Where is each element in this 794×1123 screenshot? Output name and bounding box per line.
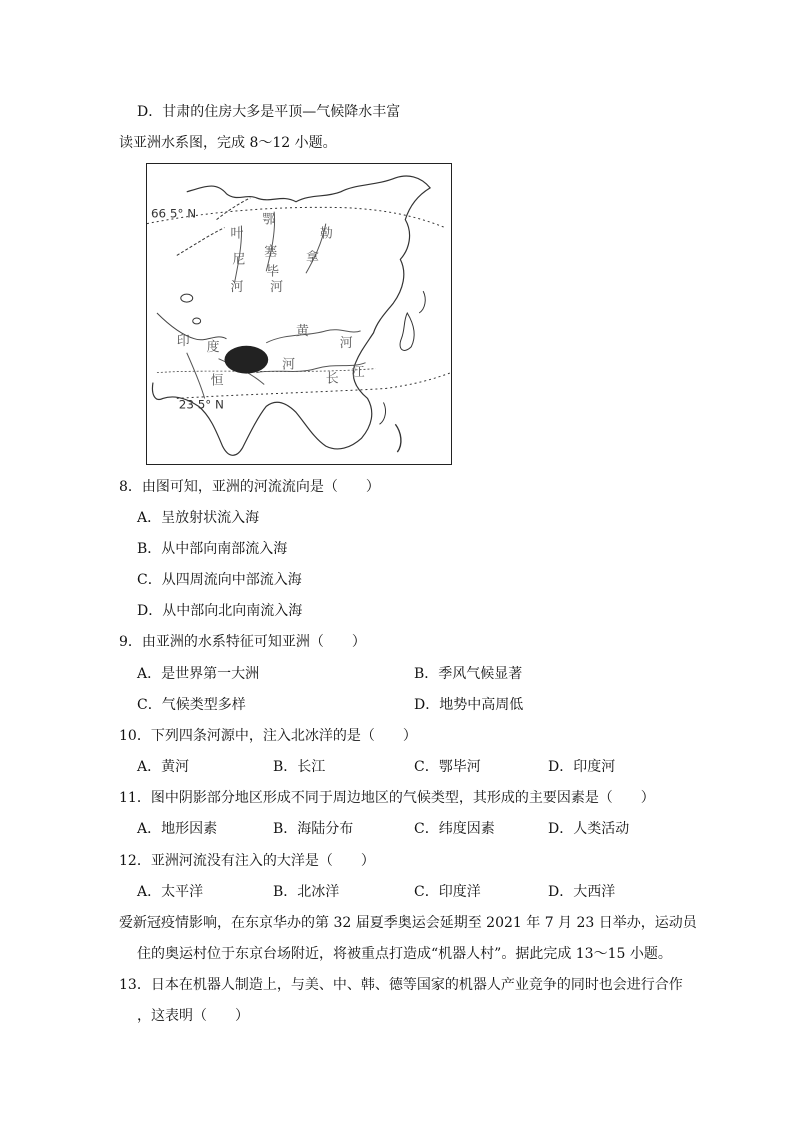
plateau-shaded-area — [224, 346, 268, 374]
q11-option-a: A．地形因素 — [137, 821, 218, 837]
q8-option-a: A．呈放射状流入海 — [137, 510, 260, 526]
river-char: 尼 — [232, 252, 246, 268]
passage-line-2: 住的奥运村位于东京台场附近，将被重点打造成“机器人村”。据此完成 13～15 小题。 — [137, 946, 672, 962]
q10-option-a: A．黄河 — [137, 759, 190, 775]
q12-option-d: D．大西洋 — [548, 884, 616, 900]
q12-option-c: C．印度洋 — [414, 884, 481, 900]
q9-option-b: B．季风气候显著 — [414, 666, 523, 682]
river-char: 恒 — [210, 373, 224, 389]
river-char: 长 — [325, 371, 339, 387]
q8-stem: 8．由图可知，亚洲的河流流向是（ ） — [119, 479, 380, 495]
q10-stem: 10．下列四条河源中，注入北冰洋的是（ ） — [119, 728, 417, 744]
river-char: 勒 — [319, 226, 333, 242]
q7-option-d: D．甘肃的住房大多是平顶—气候降水丰富 — [137, 104, 401, 120]
river-char: 叶 — [230, 226, 244, 242]
q11-option-b: B．海陆分布 — [273, 821, 354, 837]
q10-option-c: C．鄂毕河 — [414, 759, 481, 775]
asia-river-map — [146, 163, 452, 465]
q9-option-d: D．地势中高周低 — [414, 697, 524, 713]
q8-option-b: B．从中部向南部流入海 — [137, 541, 288, 557]
q12-option-b: B．北冰洋 — [273, 884, 340, 900]
q9-option-a: A．是世界第一大洲 — [137, 666, 260, 682]
q13-stem-line-1: 13．日本在机器人制造上，与美、中、韩、德等国家的机器人产业竞争的同时也会进行合作 — [119, 977, 683, 993]
q11-stem: 11．图中阴影部分地区形成不同于周边地区的气候类型，其形成的主要因素是（ ） — [119, 790, 655, 806]
river-char: 黄 — [296, 323, 309, 339]
river-char: 江 — [351, 365, 365, 381]
q11-option-d: D．人类活动 — [548, 821, 630, 837]
q11-option-c: C．纬度因素 — [414, 821, 495, 837]
river-char: 河 — [270, 280, 284, 296]
q10-option-b: B．长江 — [273, 759, 326, 775]
river-char: 河 — [339, 335, 353, 351]
river-char: 度 — [206, 339, 220, 355]
tropic-label: 23 5° N — [178, 397, 224, 412]
q8-option-d: D．从中部向北向南流入海 — [137, 603, 303, 619]
river-char: 鄂 — [262, 212, 276, 228]
river-char: 塞 — [264, 244, 278, 260]
passage-line-1: 爱新冠疫情影响，在东京华办的第 32 届夏季奥运会延期至 2021 年 7 月 23 日举办，运动员 — [119, 915, 697, 931]
river-char: 毕 — [266, 264, 280, 280]
q9-option-c: C．气候类型多样 — [137, 697, 246, 713]
q8-option-c: C．从四周流向中部流入海 — [137, 572, 302, 588]
q9-stem: 9．由亚洲的水系特征可知亚洲（ ） — [119, 634, 366, 650]
q12-option-a: A．太平洋 — [137, 884, 204, 900]
arctic-circle-label: 66 5° N — [150, 206, 197, 221]
river-char: 印 — [176, 333, 190, 349]
river-char: 河 — [282, 357, 296, 373]
asia-river-map-graphic — [147, 164, 451, 464]
map-intro: 读亚洲水系图，完成 8～12 小题。 — [119, 135, 337, 151]
q12-stem: 12．亚洲河流没有注入的大洋是（ ） — [119, 853, 375, 869]
q13-stem-line-2: ，这表明（ ） — [137, 1008, 249, 1024]
q10-option-d: D．印度河 — [548, 759, 616, 775]
river-char: 拿 — [305, 250, 319, 266]
river-char: 河 — [230, 280, 244, 296]
